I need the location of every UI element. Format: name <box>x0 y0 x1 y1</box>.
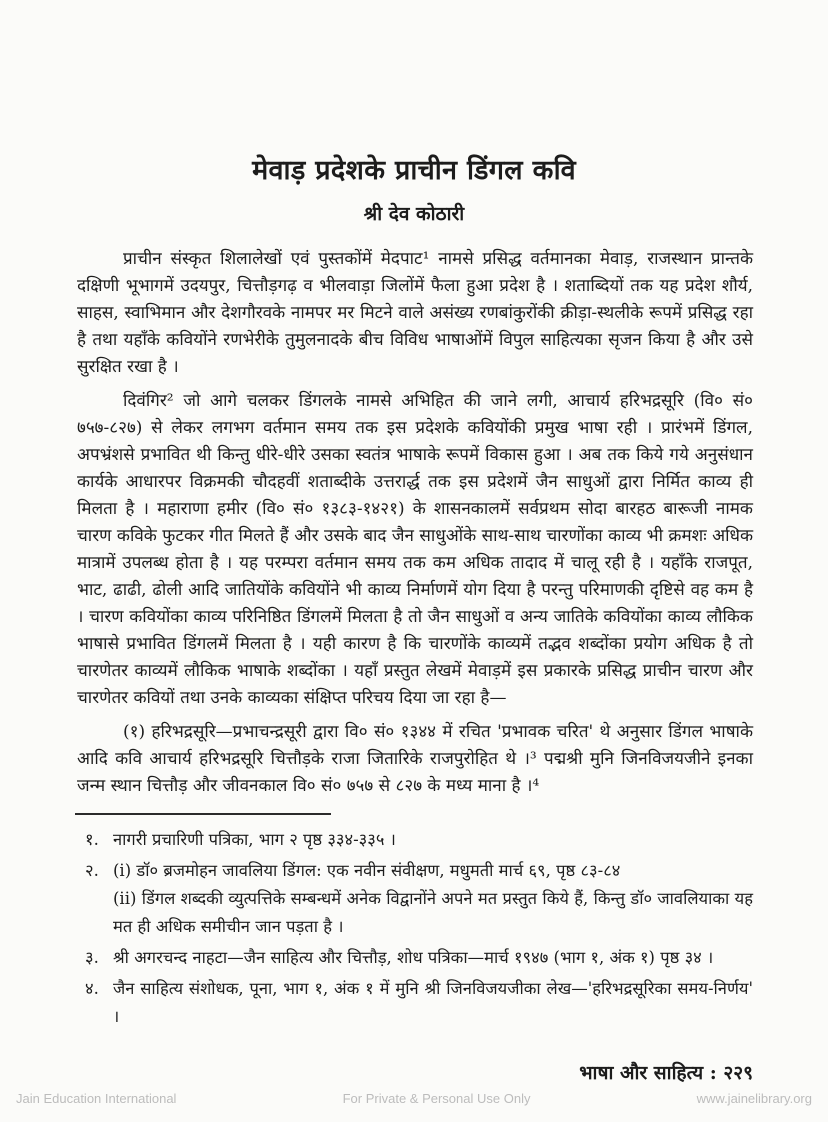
footnote-1-text: नागरी प्रचारिणी पत्रिका, भाग २ पृष्ठ ३३४-३३५ । <box>113 830 396 849</box>
scan-footer-center: For Private & Personal Use Only <box>342 1091 531 1106</box>
article-title: मेवाड़ प्रदेशके प्राचीन डिंगल कवि <box>252 155 576 186</box>
footnote-2-number: २. <box>85 861 99 880</box>
scan-footer-right: www.jainelibrary.org <box>696 1091 812 1106</box>
footnote-3 <box>77 944 753 972</box>
footnotes-section <box>77 826 753 1031</box>
article-author: श्री देव कोठारी <box>363 203 465 225</box>
footnote-2 <box>77 857 753 941</box>
footnote-1-number: १. <box>85 830 99 849</box>
scan-footer-left: Jain Education International <box>16 1091 177 1106</box>
paragraph-2: दिवंगिर² जो आगे चलकर डिंगलके नामसे अभिहित की जाने लगी, आचार्य हरिभद्रसूरि (वि० सं० ७५७-८२७) से लेकर लगभग वर्तमान समय तक इस प्रदेशके कवियोंकी प्रमुख भाषा रही । प्रारंभमें डिंगल, अपभ्रंशसे प्रभावित थी किन्तु धीरे-धीरे उसका स्वतंत्र भाषाके रूपमें विकास हुआ । अब तक किये गये अनुसंधान कार्यके आधारपर विक्रमकी चौदहवीं शताब्दीके उत्तरार्द्ध तक इस प्रदेशमें जैन साधुओं द्वारा निर्मित काव्य ही मिलता है । महाराणा हमीर (वि० सं० १३८३-१४२१) के शासनकालमें सर्वप्रथम सोदा बारहठ बारूजी नामक चारण कविके फुटकर गीत मिलते हैं और उसके बाद जैन साधुओंके साथ-साथ चारणोंका काव्य भी क्रमशः अधिक मात्रामें उपलब्ध होता है । यह परम्परा वर्तमान समय तक कम अधिक तादाद में चालू रही है । यहाँके राजपूत, भाट, ढाढी, ढोली आदि जातियोंके कवियोंने भी काव्य निर्माणमें योग दिया है परन्तु परिमाणकी दृष्टिसे वह कम है । चारण कवियोंका काव्य परिनिष्ठित डिंगलमें मिलता है तो जैन साधुओं व अन्य जातिके कवियोंका काव्य लौकिक भाषासे प्रभावित डिंगलमें मिलता है । यही कारण है कि चारणोंके काव्यमें तद्भव शब्दोंका प्रयोग अधिक है तो चारणेतर काव्यमें लौकिक भाषाके शब्दोंका । यहाँ प्रस्तुत लेखमें मेवाड़में इस प्रकारके प्रसिद्ध प्राचीन चारण और चारणेतर कवियों तथा उनके काव्यका संक्षिप्त परिचय दिया जा रहा है— <box>77 391 753 708</box>
paragraph-1: प्राचीन संस्कृत शिलालेखों एवं पुस्तकोंमें मेदपाट¹ नामसे प्रसिद्ध वर्तमानका मेवाड़, राजस्थान प्रान्तके दक्षिणी भूभागमें उदयपुर, चित्तौड़गढ़ व भीलवाड़ा जिलोंमें फैला हुआ प्रदेश है । शताब्दियों तक यह प्रदेश शौर्य, साहस, स्वाभिमान और देशगौरवके नामपर मर मिटने वाले असंख्य रणबांकुरोंकी क्रीड़ा-स्थलीके रूपमें प्रसिद्ध रहा है तथा यहाँके कवियोंने रणभेरीके तुमुलनादके बीच विविध भाषाओंमें विपुल साहित्यका सृजन किया है और उसे सुरक्षित रखा है । <box>77 249 753 377</box>
page-number-footer: भाषा और साहित्य : २२९ <box>579 1062 753 1084</box>
footnote-4-number: ४. <box>85 979 99 998</box>
footnote-4-text: जैन साहित्य संशोधक, पूना, भाग १, अंक १ में मुनि श्री जिनविजयजीका लेख—'हरिभद्रसूरिका समय-निर्णय' । <box>113 979 753 1026</box>
footnote-4 <box>77 975 753 1031</box>
footnote-2-text <box>113 857 753 941</box>
paragraph-3: (१) हरिभद्रसूरि—प्रभाचन्द्रसूरी द्वारा वि० सं० १३४४ में रचित 'प्रभावक चरित' थे अनुसार डिंगल भाषाके आदि कवि आचार्य हरिभद्रसूरि चित्तौड़के राजा जितारिके राजपुरोहित थे ।³ पद्मश्री मुनि जिनविजयजीने इनका जन्म स्थान चित्तौड़ और जीवनकाल वि० सं० ७५७ से ८२७ के मध्य माना है ।⁴ <box>77 722 753 796</box>
article-body <box>77 246 753 1085</box>
footnote-3-text: श्री अगरचन्द नाहटा—जैन साहित्य और चित्तौड़, शोध पत्रिका—मार्च १९४७ (भाग १, अंक १) पृष्ठ ३४ । <box>113 948 714 967</box>
footnote-2-line-ii: (ii) डिंगल शब्दकी व्युत्पत्तिके सम्बन्धमें अनेक विद्वानोंने अपने मत प्रस्तुत किये हैं, किन्तु डॉ० जावलियाका यह मत ही अधिक समीचीन जान पड़ता है । <box>113 889 753 936</box>
footnote-1 <box>77 826 753 854</box>
footnote-separator-rule <box>75 813 331 815</box>
footnote-2-line-i: (i) डॉ० ब्रजमोहन जावलिया डिंगल: एक नवीन संवीक्षण, मधुमती मार्च ६९, पृष्ठ ८३-८४ <box>113 861 621 880</box>
footnote-3-number: ३. <box>85 948 99 967</box>
scan-watermark-bar <box>0 1091 828 1106</box>
